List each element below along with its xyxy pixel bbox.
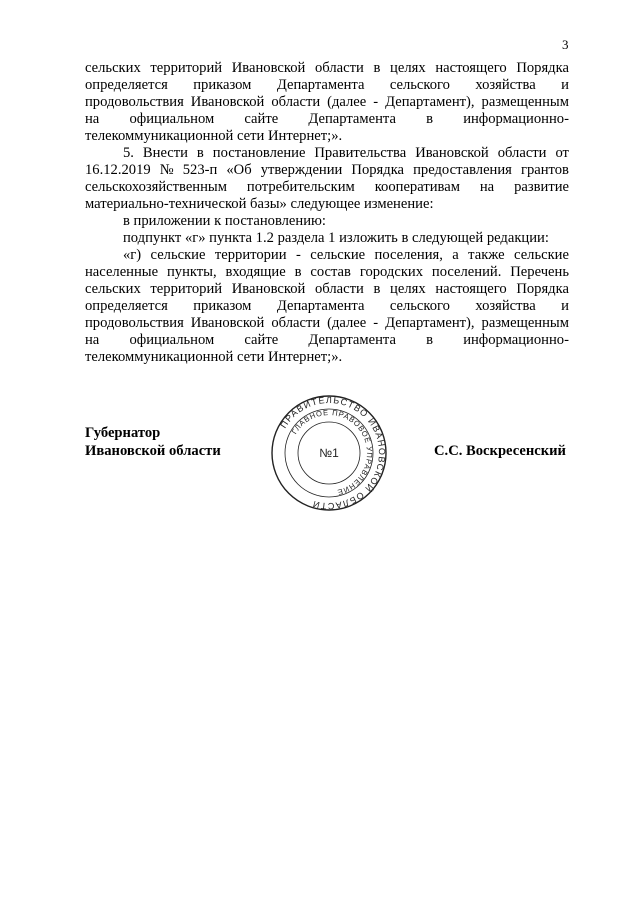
body-word: от (555, 145, 569, 161)
body-line (85, 264, 569, 281)
body-line (85, 94, 569, 111)
body-word: постановление (212, 145, 306, 161)
body-word: области (315, 281, 364, 297)
body-line: в приложении к постановлению: (123, 213, 326, 229)
body-line (85, 77, 569, 94)
body-word: области (271, 94, 321, 110)
body-word: области (271, 315, 321, 331)
body-word: Порядка (351, 162, 405, 178)
body-word: области (497, 145, 547, 161)
body-word: территорий (150, 281, 223, 297)
body-word: Правительства (314, 145, 407, 161)
body-line: телекоммуникационной сети Интернет;». (85, 128, 343, 144)
stamp-center-text: №1 (319, 446, 339, 460)
body-word: настоящего (435, 281, 507, 297)
body-word: № (159, 162, 174, 178)
body-word: в (373, 60, 381, 76)
stamp-inner-text: ГЛАВНОЕ ПРАВОВОЕ УПРАВЛЕНИЕ (289, 407, 375, 498)
document-body (85, 60, 569, 366)
body-word: и (561, 77, 569, 93)
body-line (85, 298, 569, 315)
body-word: продовольствия (85, 315, 184, 331)
body-word: хозяйства (475, 298, 536, 314)
body-word: размещенным (481, 315, 569, 331)
body-word: сельские (310, 247, 366, 263)
body-word: утверждении (260, 162, 343, 178)
body-word: сельскохозяйственным (85, 179, 227, 195)
body-word: «г) (123, 247, 142, 263)
body-word: Департамента (308, 332, 396, 348)
body-word: развитие (514, 179, 569, 195)
body-line (85, 60, 569, 77)
body-word: Департамента (276, 298, 365, 314)
body-word: 5. (123, 145, 134, 161)
body-word: потребительским (246, 179, 355, 195)
body-word: а (452, 247, 459, 263)
body-line: телекоммуникационной сети Интернет;». (85, 349, 343, 365)
body-word: целях (390, 281, 426, 297)
body-word: входящие (225, 264, 286, 280)
signatory-title (85, 424, 221, 460)
body-word: информационно- (463, 332, 569, 348)
body-word: поселения, (374, 247, 443, 263)
body-word: Порядка (516, 60, 569, 76)
body-word: Ивановской (190, 315, 265, 331)
body-word: хозяйства (475, 77, 536, 93)
body-word: предоставления (413, 162, 512, 178)
body-word: продовольствия (85, 94, 184, 110)
body-word: в (294, 264, 302, 280)
body-word: сайте (244, 111, 279, 127)
body-word: кооперативам (374, 179, 460, 195)
body-word: Департамент), (385, 94, 475, 110)
body-word: Ивановской (231, 60, 306, 76)
body-word: пункты, (166, 264, 217, 280)
signatory-name: С.С. Воскресенский (434, 443, 566, 459)
body-word: Ивановской (231, 281, 306, 297)
body-word: информационно- (463, 111, 569, 127)
body-word: определяется (85, 298, 168, 314)
body-line: материально-технической базы» следующее изменение: (85, 196, 434, 212)
body-line (85, 162, 569, 179)
signatory-position: Губернатор (85, 425, 161, 441)
body-word: Ивановской (190, 94, 265, 110)
body-word: официальном (129, 111, 215, 127)
body-word: сайте (244, 332, 279, 348)
body-word: - (373, 315, 379, 331)
body-word: также (468, 247, 505, 263)
body-word: приказом (193, 298, 252, 314)
body-word: размещенным (481, 94, 569, 110)
body-word: определяется (85, 77, 168, 93)
body-word: (далее (327, 315, 367, 331)
body-word: сельские (150, 247, 206, 263)
body-word: состав (310, 264, 351, 280)
body-word: территорий (150, 60, 223, 76)
body-word: на (85, 111, 100, 127)
body-word: целях (390, 60, 426, 76)
official-seal-stamp (269, 393, 389, 513)
body-word: Департамента (308, 111, 396, 127)
stamp-outer-text: ПРАВИТЕЛЬСТВО ИВАНОВСКОЙ ОБЛАСТИ (278, 394, 388, 512)
body-line (85, 315, 569, 332)
body-word: Департамента (276, 77, 365, 93)
page-number: 3 (562, 37, 569, 52)
body-word: сельских (85, 281, 141, 297)
body-word: населенные (85, 264, 159, 280)
body-word: Внести (142, 145, 188, 161)
body-word: настоящего (435, 60, 507, 76)
body-word: Департамент), (385, 315, 475, 331)
body-word: Перечень (510, 264, 569, 280)
body-word: городских (359, 264, 424, 280)
body-word: приказом (193, 77, 252, 93)
body-word: поселений. (431, 264, 502, 280)
signatory-region: Ивановской области (85, 443, 221, 459)
body-word: «Об (226, 162, 252, 178)
body-word: в (426, 332, 434, 348)
body-word: - (373, 94, 379, 110)
body-line (85, 145, 569, 162)
body-word: сельского (389, 298, 450, 314)
body-line (85, 179, 569, 196)
body-word: - (295, 247, 301, 263)
body-line (85, 332, 569, 349)
body-word: Ивановской (415, 145, 489, 161)
body-word: в (426, 111, 434, 127)
body-line: подпункт «г» пункта 1.2 раздела 1 изложить в следующей редакции: (123, 230, 549, 246)
body-word: 16.12.2019 (85, 162, 151, 178)
body-word: области (315, 60, 364, 76)
body-word: (далее (327, 94, 367, 110)
body-word: Порядка (516, 281, 569, 297)
body-word: на (85, 332, 100, 348)
body-word: и (561, 298, 569, 314)
body-word: грантов (520, 162, 569, 178)
body-word: сельского (389, 77, 450, 93)
body-word: в (373, 281, 381, 297)
body-word: в (196, 145, 204, 161)
body-word: официальном (129, 332, 215, 348)
body-word: на (479, 179, 495, 195)
body-word: 523-п (182, 162, 218, 178)
body-word: сельских (85, 60, 141, 76)
body-line (85, 247, 569, 264)
body-line (85, 281, 569, 298)
body-word: территории (214, 247, 287, 263)
body-line (85, 111, 569, 128)
body-word: сельские (514, 247, 569, 263)
